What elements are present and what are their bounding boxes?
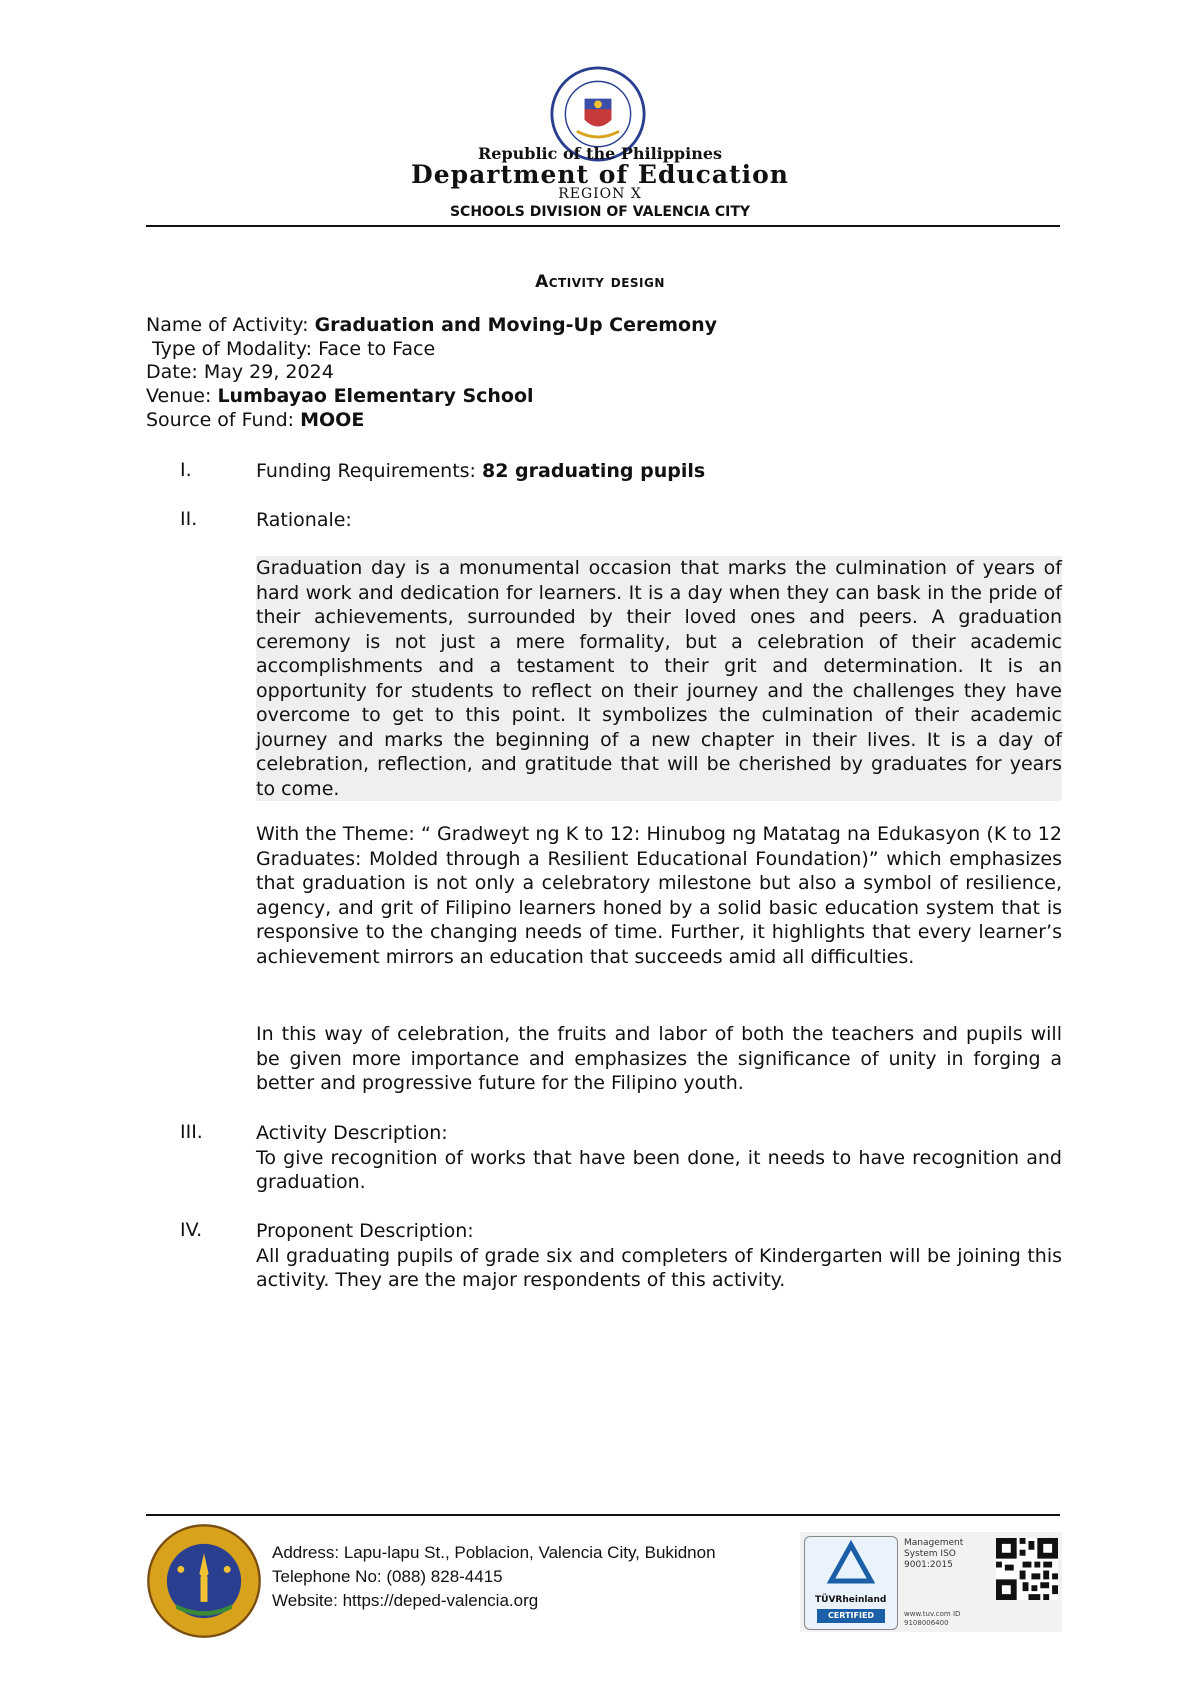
address-label: Address: xyxy=(272,1543,344,1562)
website-link[interactable]: https://deped-valencia.org xyxy=(342,1591,539,1610)
certificate-id-text: www.tuv.com ID 9108006400 xyxy=(904,1610,961,1627)
modality-line xyxy=(146,338,435,362)
activity-name-label: Name of Activity: xyxy=(146,314,315,336)
footer-website xyxy=(272,1591,538,1611)
fund-value: MOOE xyxy=(300,409,365,431)
date-line: Date: May 29, 2024 xyxy=(146,361,334,383)
rationale-paragraph-2: With the Theme: “ Gradweyt ng K to 12: Hinubog ng Matatag na Edukasyon (K to 12 Graduates: Molded through a Resilient Educational Foundation)” which emphasizes that graduation is not only a celebratory milestone but also a symbol of resilience, agency, and grit of Filipino learners honed by a solid basic education system that is responsive to the changing needs of time. Further, it highlights that every learner’s achievement mirrors an education that succeeds amid all difficulties. xyxy=(256,823,1062,968)
tuv-certified-label: CERTIFIED xyxy=(817,1609,885,1623)
venue-label: Venue: xyxy=(146,385,218,407)
activity-name-value: Graduation and Moving-Up Ceremony xyxy=(314,314,718,336)
department-heading: Department of Education xyxy=(411,160,789,189)
section-3-label: Activity Description: xyxy=(256,1122,448,1144)
section-2-numeral: II. xyxy=(180,508,198,530)
tuv-brand-text: TÜVRheinland xyxy=(815,1595,887,1605)
qr-code-icon xyxy=(996,1538,1058,1600)
footer-divider xyxy=(146,1514,1060,1516)
section-4-body: All graduating pupils of grade six and completers of Kindergarten will be joining this activity. They are the major respondents of this activity. xyxy=(256,1244,1062,1291)
section-1-line xyxy=(256,459,1062,484)
website-label: Website: xyxy=(272,1591,343,1610)
modality-text: Type of Modality: Face to Face xyxy=(152,338,436,360)
footer-address xyxy=(272,1543,716,1563)
rationale-paragraph-3: In this way of celebration, the fruits and labor of both the teachers and pupils will be given more importance and emphasizes the significance of unity in forging a better and progressive future for the Filipino youth. xyxy=(256,1023,1062,1094)
rationale-paragraph-1: Graduation day is a monumental occasion that marks the culmination of years of hard work and dedication for learners. It is a day when they can bask in the pride of their achievements, surrounded by their loved ones and peers. A graduation ceremony is not just a mere formality, but a celebration of their academic accomplishments and a testament to their grit and determination. It is an opportunity for students to reflect on their journey and the challenges they have overcome to get to this point. It symbolizes the culmination of their academic journey and marks the beginning of a new chapter in their lives. It is a day of celebration, reflection, and gratitude that will be cherished by graduates for years to come. xyxy=(256,557,1062,800)
venue-line xyxy=(146,385,534,409)
fund-label: Source of Fund: xyxy=(146,409,301,431)
section-4-numeral: IV. xyxy=(180,1219,203,1241)
section-2-label: Rationale: xyxy=(256,509,352,531)
certification-panel xyxy=(800,1532,1062,1632)
header-divider xyxy=(146,225,1060,227)
section-1-numeral: I. xyxy=(180,459,192,481)
division-seal-logo xyxy=(146,1523,262,1639)
venue-value: Lumbayao Elementary School xyxy=(217,385,534,407)
section-1-label: Funding Requirements: xyxy=(256,460,482,482)
management-system-text: Management System ISO 9001:2015 xyxy=(904,1538,964,1570)
section-4-block xyxy=(256,1219,1062,1293)
region-heading: REGION X xyxy=(558,186,642,202)
section-3-numeral: III. xyxy=(180,1121,203,1143)
section-4-label: Proponent Description: xyxy=(256,1220,474,1242)
tuv-triangle-icon xyxy=(805,1537,897,1593)
fund-line xyxy=(146,409,364,433)
telephone-label: Telephone No: xyxy=(272,1567,387,1586)
telephone-value: (088) 828-4415 xyxy=(386,1567,503,1586)
section-1-value: 82 graduating pupils xyxy=(482,460,706,482)
address-value: Lapu-lapu St., Poblacion, Valencia City, Bukidnon xyxy=(343,1543,716,1562)
section-3-block xyxy=(256,1121,1062,1195)
activity-name-line xyxy=(146,314,717,338)
tuv-badge xyxy=(804,1536,898,1630)
footer-telephone xyxy=(272,1567,503,1587)
document-title: Activity design xyxy=(535,272,665,292)
division-heading: SCHOOLS DIVISION OF VALENCIA CITY xyxy=(449,204,751,220)
section-3-body: To give recognition of works that have been done, it needs to have recognition and graduation. xyxy=(256,1146,1062,1193)
republic-heading: Republic of the Philippines xyxy=(477,144,723,163)
